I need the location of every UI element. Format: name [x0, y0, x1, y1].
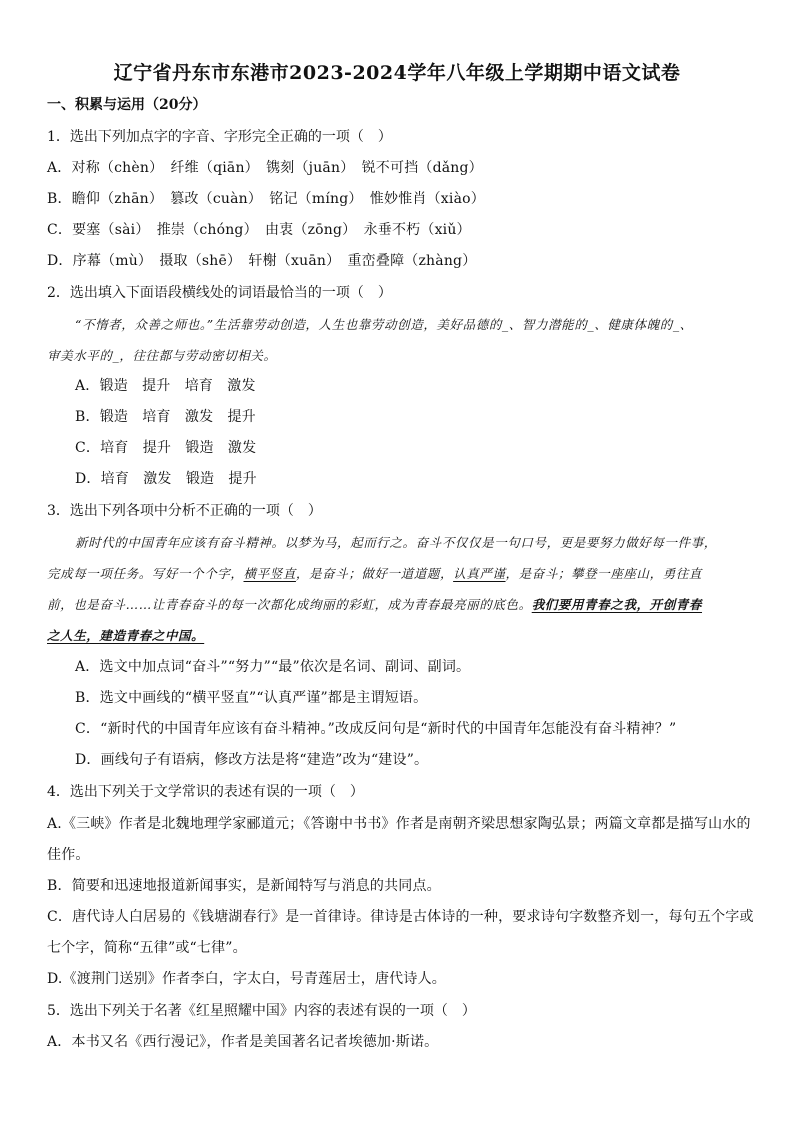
- question-2-option-a: A．锻造 提升 培育 激发: [75, 378, 256, 394]
- question-3-passage-line-3: [47, 595, 757, 615]
- question-4-option-c-line-1: C．唐代诗人白居易的《钱塘湖春行》是一首律诗。律诗是古体诗的一种，要求诗句字数整齐划一，每句五个字或: [47, 909, 754, 925]
- question-1-option-b: B．瞻仰（zhān） 篡改（cuàn） 铭记（míng） 惟妙惟肖（xiào）: [47, 191, 485, 207]
- question-3-option-a: A．选文中加点词“奋斗”“努力”“最”依次是名词、副词、副词。: [75, 659, 471, 675]
- question-4-option-b: B．简要和迅速地报道新闻事实，是新闻特写与消息的共同点。: [47, 878, 441, 894]
- question-3-passage-line-4: [47, 626, 757, 646]
- question-1-option-a: A．对称（chèn） 纤维（qiān） 镌刻（juān） 锐不可挡（dǎng）: [47, 160, 483, 176]
- underlined-phrase-2: 认真严谨: [453, 566, 506, 581]
- question-3-option-b: B．选文中画线的“横平竖直”“认真严谨”都是主谓短语。: [75, 690, 428, 706]
- underlined-sentence-end: 之人生，建造青春之中国。: [47, 628, 205, 643]
- question-5-option-a: A．本书又名《西行漫记》，作者是美国著名记者埃德加·斯诺。: [47, 1034, 439, 1050]
- question-3-passage-line-1: 新时代的中国青年应该有奋斗精神。以梦为马，起而行之。奋斗不仅仅是一句口号，更是要努力做好每一件事，: [75, 535, 717, 550]
- question-1-option-c: C．要塞（sài） 推崇（chóng） 由衷（zōng） 永垂不朽（xiǔ）: [47, 222, 471, 238]
- question-1-stem: 1．选出下列加点字的字音、字形完全正确的一项（ ）: [47, 129, 392, 145]
- question-3-option-c: C．“新时代的中国青年应该有奋斗精神。”改成反问句是“新时代的中国青年怎能没有奋斗精神？”: [75, 721, 677, 737]
- passage-text: ，是奋斗；做好一道道题，: [295, 566, 454, 581]
- page-title: 辽宁省丹东市东港市2023-2024学年八年级上学期期中语文试卷: [113, 62, 681, 84]
- question-4-option-d: D.《渡荆门送别》作者李白，字太白，号青莲居士，唐代诗人。: [47, 971, 446, 987]
- question-3-option-d: D．画线句子有语病，修改方法是将“建造”改为“建设”。: [75, 752, 429, 768]
- question-2-option-b: B．锻造 培育 激发 提升: [75, 409, 256, 425]
- passage-text: 前，也是奋斗……让青春奋斗的每一次都化成绚丽的彩虹，成为青春最亮丽的底色。: [47, 597, 532, 612]
- question-4-option-a-line-2: 佳作。: [47, 847, 90, 863]
- question-4-option-a-line-1: A.《三峡》作者是北魏地理学家郦道元；《答谢中书书》作者是南朝齐梁思想家陶弘景；两篇文章都是描写山水的: [47, 816, 751, 832]
- question-2-option-c: C．培育 提升 锻造 激发: [75, 440, 257, 456]
- question-2-stem: 2．选出填入下面语段横线处的词语最恰当的一项（ ）: [47, 285, 392, 301]
- question-2-option-d: D．培育 激发 锻造 提升: [75, 471, 257, 487]
- question-4-option-c-line-2: 七个字，简称“五律”或“七律”。: [47, 940, 247, 956]
- passage-text: ，是奋斗；攀登一座座山，勇往直: [505, 566, 703, 581]
- question-4-stem: 4．选出下列关于文学常识的表述有误的一项（ ）: [47, 784, 364, 800]
- passage-text: 完成每一项任务。写好一个个字，: [47, 566, 244, 581]
- question-1-option-d: D．序幕（mù） 摄取（shē） 轩榭（xuān） 重峦叠障（zhàng）: [47, 253, 477, 269]
- question-3-passage-line-2: [47, 564, 757, 584]
- question-2-passage-line-1: “不惰者，众善之师也。”生活靠劳动创造，人生也靠劳动创造，美好品德的_、智力潜能的_、健康体魄的_、: [75, 317, 693, 332]
- question-3-stem: 3．选出下列各项中分析不正确的一项（ ）: [47, 503, 322, 519]
- question-5-stem: 5．选出下列关于名著《红星照耀中国》内容的表述有误的一项（ ）: [47, 1003, 476, 1019]
- underlined-sentence: 我们要用青春之我，开创青春: [531, 597, 703, 612]
- question-2-passage-line-2: 审美水平的_，往往都与劳动密切相关。: [47, 348, 277, 363]
- underlined-phrase-1: 横平竖直: [243, 566, 296, 581]
- section-heading: 一、积累与运用（20分）: [47, 97, 207, 113]
